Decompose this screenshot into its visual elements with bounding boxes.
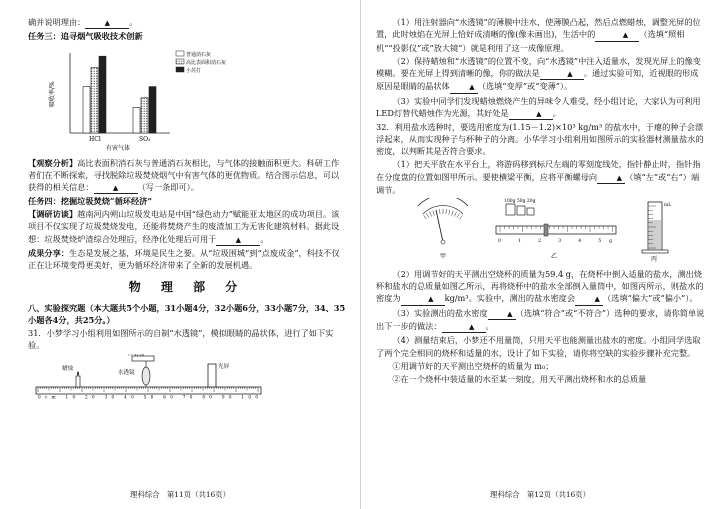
fig-a-label: 甲 (440, 253, 447, 261)
q31-part1: （1）用注射器向“水透镜”的薄膜中注水，使薄膜凸起，然后点燃蜡烛，调整光屏的位置，此时烛焰在光屏上恰好成清晰的像(像未画出)，生活中的 ▲ （选填“照相机”“投影仪”或“放大镜”）就是利用了这一成像原理。 (376, 17, 701, 53)
answer-blank[interactable]: ▲ (488, 307, 516, 320)
physics-section-title: 物 理 部 分 (128, 280, 246, 295)
absorption-bar-chart (28, 45, 228, 153)
syringe-label: 注射器 (128, 353, 145, 357)
q32-part1: （1）把天平放在水平台上，将游码移到标尺左端的零刻度线处，指针静止时，指针指在分度盘的位置如图甲所示。要使横梁平衡，应将平衡螺母向 ▲ （填“左”或“右”）端调节。 (376, 159, 701, 195)
right-page (360, 0, 720, 509)
q32-intro: 32．利用盐水选种时，要选用密度为(1.15－1.2)×10³ kg/m³ 的盐水中，于瘪的种子会漂浮起来，从而实现种子与杯种子的分离。小华学习小组利用如图所示的实验器材测量盐水的密度，以判断其是否符合要求。 (376, 122, 704, 157)
answer-blank[interactable]: ▲ (94, 181, 138, 194)
answer-blank[interactable]: ▲ (450, 80, 478, 93)
balance-figures (376, 198, 706, 264)
chart-ylabel: 吸收率/% (49, 80, 56, 107)
answer-blank[interactable]: ▲ (575, 292, 603, 305)
task4-title: 任务四：挖掘垃圾焚烧“循环经济” (28, 196, 153, 207)
q32-part2: （2）用调节好的天平测出空烧杯的质量为59.4 g，在烧杯中倒入适量的盐水，测出烧杯和盐水的总质量如图乙所示，再将烧杯中的盐水全部倒入量筒中，如图丙所示，则盐水的密度为 ▲ kg/m³。实验中，测出的盐水密度会 ▲ （选填“偏大”或“偏小”）。 (376, 268, 706, 306)
prev-answer-line: 确并说明理由： ▲ 。 (28, 16, 346, 29)
answer-blank[interactable]: ▲ (540, 67, 584, 80)
left-column (28, 16, 346, 400)
weights-label: 100g 50g 20g (504, 199, 536, 205)
water-lens-figure (28, 354, 346, 400)
fig-b-label: 乙 (551, 253, 558, 261)
answer-blank[interactable]: ▲ (509, 107, 553, 120)
answer-blank[interactable]: ▲ (595, 28, 639, 41)
bar-1-0 (133, 107, 140, 133)
bar-1-1 (141, 97, 148, 132)
legend-label: 普通消石灰 (186, 51, 212, 58)
left-footer: 理科综合 第11页（共16页） (129, 490, 231, 500)
x-tick-label: SO₂ (139, 135, 151, 143)
answer-blank[interactable]: ▲ (85, 16, 129, 29)
bar-0-2 (99, 56, 106, 133)
balance-cylinder-diagram (376, 198, 696, 264)
x-tick-label: HCl (89, 135, 101, 143)
result-paragraph: 成果分享：生态是发展之基，环境是民生之要。从“垃圾围城”到“点废成金”，科技不仅正在让环境变得更美好，更为循环经济带来了全新的发展机遇。 (28, 247, 340, 271)
bar-0-1 (91, 67, 98, 133)
legend-swatch (176, 67, 184, 72)
right-footer: 理科综合 第12页（共16页） (489, 490, 591, 500)
observe-paragraph: 【观察分析】高比表面积消石灰与普通消石灰相比，与气体的接触面积更大。科研工作者们在不断探索，寻找脱除垃圾焚烧烟气中有害气体的更优物质。结合图示信息，可以获得的相关信息： ▲ （写一条即可）。 (28, 157, 346, 195)
optical-bench-diagram (28, 354, 268, 400)
rider-scale: 0 1 2 3 4 5g (498, 239, 612, 245)
q31-part3: （3）实验中同学们发现蜡烛燃烧产生的异味令人难受，经小组讨论，大家认为可利用LED灯替代蜡烛作为光源，其好处是 ▲ 。 (376, 95, 706, 121)
answer-blank[interactable]: ▲ (597, 171, 625, 184)
q32-part4: （4）测量结束后，小梦还不用量筒，只用天平也能测量出盐水的密度。小组同学选取了两个完全相同的烧杯和适量的水，设计了如下实验，请你将空缺的实验步骤补充完整。 (376, 335, 701, 358)
legend-label: 小苏打 (186, 67, 202, 74)
right-column (376, 16, 706, 386)
legend-swatch (176, 51, 184, 56)
q31-text: 31．小梦学习小组利用如图所示的自制“水透镜”，模拟眼睛的晶状体，进行了如下实验。 (28, 328, 334, 351)
answer-blank[interactable]: ▲ (442, 320, 486, 333)
lens-label: 水透镜 (118, 369, 135, 376)
answer-blank[interactable]: ▲ (216, 233, 260, 246)
screen-label: 光屏 (218, 363, 230, 370)
legend-label: 高比表面积消石灰 (186, 59, 227, 66)
absorption-chart (28, 45, 346, 153)
task3-title: 任务三：追寻烟气吸收技术创新 (28, 31, 143, 42)
q31-part2: （2）保持蜡烛和“水透镜”的位置不变，向“水透镜”中注入适量水，发现光屏上的像变模糊。要在光屏上得到清晰的像，你的做法是 ▲ 。通过实验可知，近视眼的形成原因是眼睛的晶状体 ▲ （选填“变厚”或“变薄”）。 (376, 55, 706, 94)
q8-header: 八、实验探究题（本大题共5个小题，31小题4分，32小题6分，33小题7分，34、35小题各4分，共25分。） (28, 302, 346, 326)
research-paragraph: 【调研访谈】越南河内朔山垃圾发电站是中国“绿色动力”赋能亚太地区的成功项目。该项目不仅实现了垃圾焚烧发电，还能将焚烧产生的废渣加工为无害化建筑材料。据此设想：垃圾焚烧炉渣综合处理后，经净化处理后可用于 ▲ 。 (28, 208, 346, 246)
fig-c-label: 丙 (651, 256, 658, 264)
cylinder-unit: mL (664, 203, 672, 209)
q32-step1: ①用调节好的天平测出空烧杯的质量为 m₀； (392, 360, 554, 371)
bar-1-2 (149, 86, 156, 132)
candle-label: 蜡烛 (62, 365, 74, 372)
bar-0-0 (83, 86, 90, 132)
chart-xlabel: 有害气体 (106, 144, 131, 152)
bench-scale: 0cm 10 20 30 40 50 60 70 80 90 100 (38, 394, 258, 400)
q32-part3: （3）实验测出的盐水密度 ▲ （选填“符合”或“不符合”）选种的要求，请你简单说出下一步的做法： ▲ 。 (376, 307, 706, 334)
answer-blank[interactable]: ▲ (401, 292, 445, 305)
legend-swatch (176, 59, 184, 64)
q32-step2: ②在一个烧杯中装适量的水至某一刻度，用天平测出烧杯和水的总质量 (392, 373, 647, 384)
